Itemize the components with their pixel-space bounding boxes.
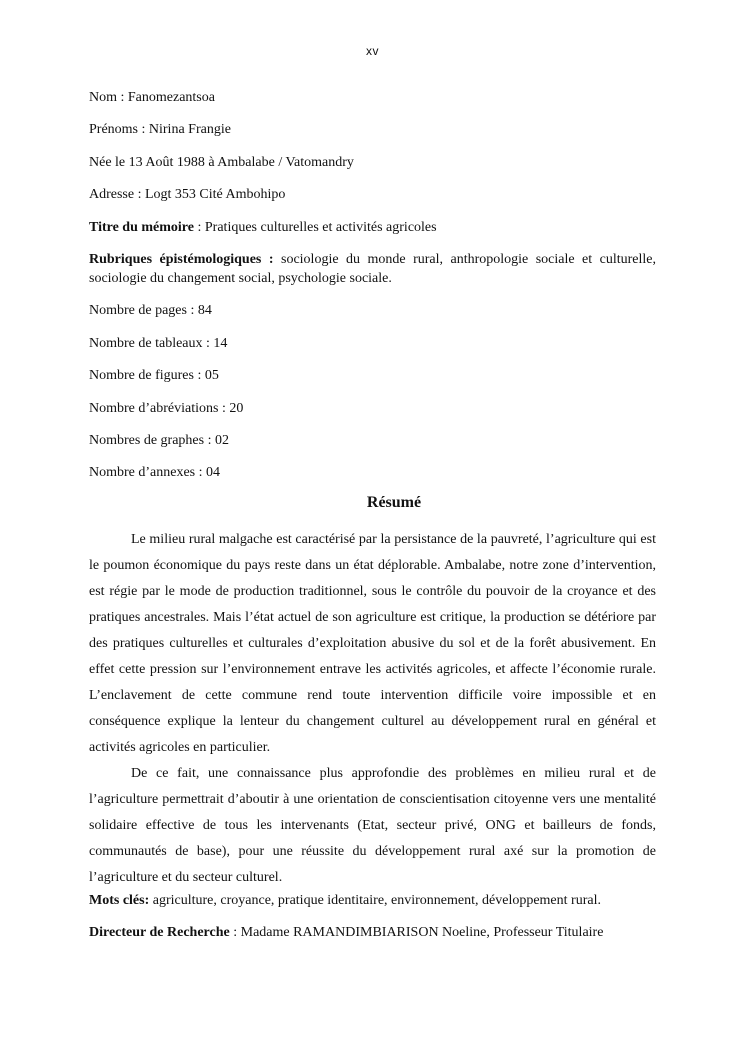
directeur-value: : Madame RAMANDIMBIARISON Noeline, Professeur Titulaire xyxy=(229,924,604,940)
info-adresse: Adresse : Logt 353 Cité Ambohipo xyxy=(89,187,286,203)
count-annexes: Nombre d’annexes : 04 xyxy=(89,465,221,481)
mots-cles-value: agriculture, croyance, pratique identitaire, environnement, développement rural. xyxy=(149,892,601,908)
page-number: xv xyxy=(366,44,379,58)
directeur-recherche xyxy=(89,923,656,942)
mots-cles-label: Mots clés: xyxy=(89,892,150,908)
document-body xyxy=(89,88,656,942)
rubriques-label: Rubriques épistémologiques : xyxy=(89,251,274,267)
rubriques-value: sociologie du monde rural, anthropologie sociale et culturelle, sociologie du changement social, psychologie sociale. xyxy=(89,251,657,286)
count-pages: Nombre de pages : 84 xyxy=(89,303,212,319)
resume-heading: Résumé xyxy=(366,493,422,511)
titre-memoire-value: : Pratiques culturelles et activités agricoles xyxy=(194,219,437,235)
resume-paragraph-2: De ce fait, une connaissance plus approfondie des problèmes en milieu rural et de l’agriculture permettrait d’aboutir à une orientation de conscientisation citoyenne vers une mentalité solidaire effective de tous les intervenants (Etat, secteur privé, ONG et bailleurs de fonds, communautés de base), pour une réussite du développement rural axé sur la promotion de l’agriculture et du secteur culturel. xyxy=(89,765,656,885)
rubriques-epistemologiques xyxy=(89,250,656,288)
mots-cles xyxy=(89,891,656,910)
titre-memoire xyxy=(89,218,656,237)
count-figures: Nombre de figures : 05 xyxy=(89,368,219,384)
count-abreviations: Nombre d’abréviations : 20 xyxy=(89,400,244,416)
info-naissance: Née le 13 Août 1988 à Ambalabe / Vatomandry xyxy=(89,154,354,170)
info-nom: Nom : Fanomezantsoa xyxy=(89,90,215,105)
titre-memoire-label: Titre du mémoire xyxy=(89,219,194,235)
directeur-label: Directeur de Recherche xyxy=(89,924,230,940)
count-graphes: Nombres de graphes : 02 xyxy=(89,432,229,448)
resume-paragraph-1: Le milieu rural malgache est caractérisé par la persistance de la pauvreté, l’agriculture qui est le poumon économique du pays reste dans un état déplorable. Ambalabe, notre zone d’intervention, est régie par le mode de production traditionnel, sous le contrôle du pouvoir de la croyance et des pratiques ancestrales. Mais l’état actuel de son agriculture est critique, la production se détériore par des pratiques culturelles et culturales d’exploitation abusive du sol et de la forêt abusivement. En effet cette pression sur l’environnement entrave les activités agricoles, et affecte l’économie rurale. L’enclavement de cette commune rend toute intervention difficile voire impossible et en conséquence explique la lenteur du changement culturel au développement rural en général et activités agricoles en particulier. xyxy=(89,531,656,755)
count-tableaux: Nombre de tableaux : 14 xyxy=(89,335,228,351)
info-prenoms: Prénoms : Nirina Frangie xyxy=(89,122,231,138)
